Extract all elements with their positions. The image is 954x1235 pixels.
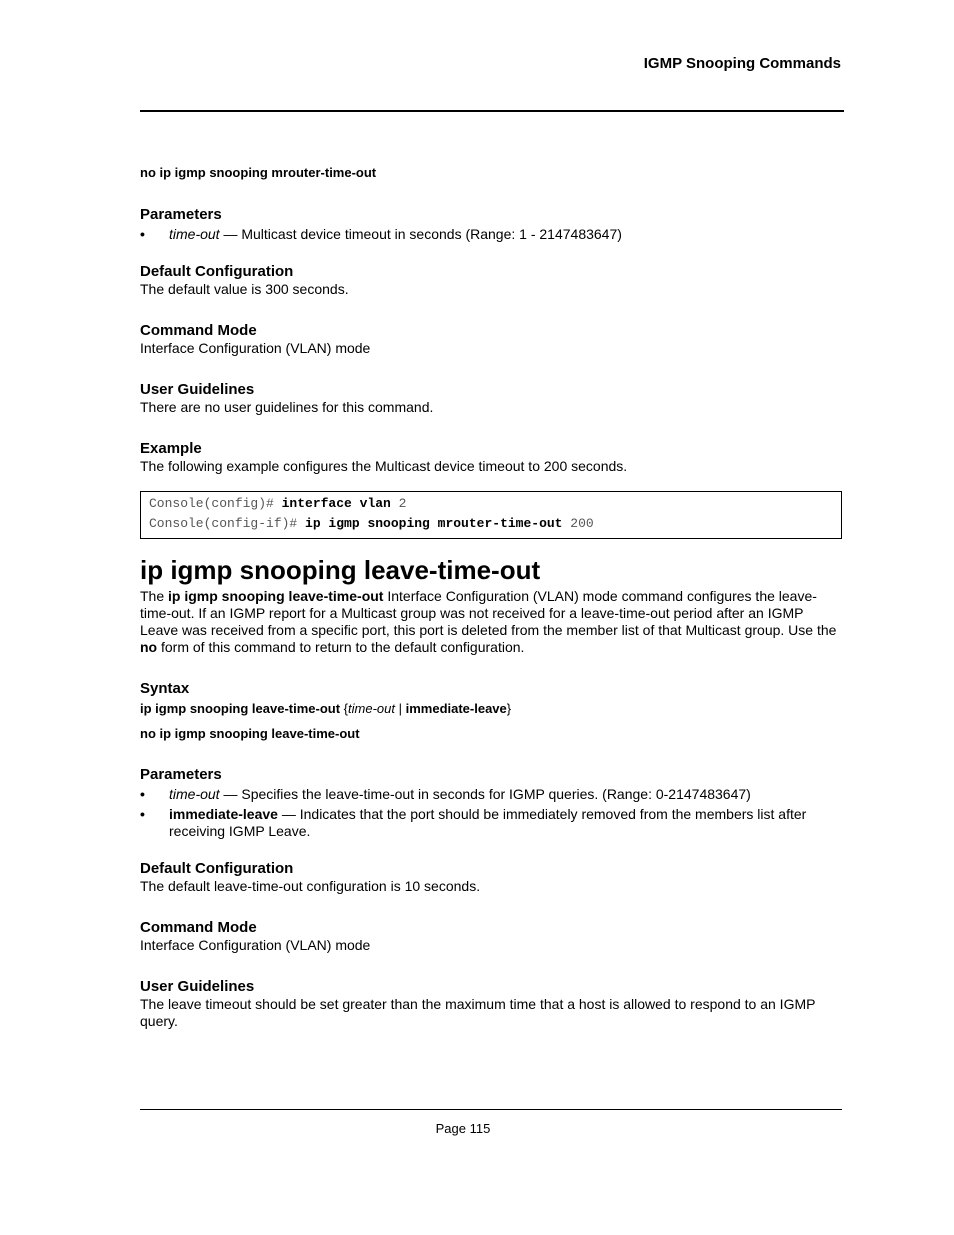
list-item: [140, 226, 842, 243]
default-heading: Default Configuration: [140, 263, 294, 280]
guidelines-heading: User Guidelines: [140, 978, 255, 995]
param-desc: — Indicates that the port should be immediately removed from the members list after receiving IGMP Leave.: [169, 806, 807, 839]
intro-no-keyword: no: [140, 639, 158, 655]
syntax-brace: }: [506, 701, 512, 716]
mode-text: Interface Configuration (VLAN) mode: [140, 937, 371, 953]
mode-heading: Command Mode: [140, 322, 257, 339]
guidelines-text: There are no user guidelines for this command.: [140, 399, 434, 415]
syntax-line: [140, 700, 842, 717]
list-item: [140, 786, 842, 803]
intro-text: Interface Configuration (VLAN) mode command configures the leave-time-out. If an IGMP report for a Multicast group was not received for a leave-time-out period after an IGMP Leave was received from a specific port, this port is deleted from the member list of that Multicast group. Use the: [140, 588, 837, 638]
param-name: time-out: [169, 786, 220, 802]
code-line: [149, 514, 833, 534]
param-name: immediate-leave: [169, 806, 278, 822]
page-content: [140, 164, 842, 1030]
param-desc: — Multicast device timeout in seconds (Range: 1 - 2147483647): [219, 226, 622, 242]
section-guidelines-prev: [140, 381, 842, 416]
footer-divider: [140, 1109, 842, 1110]
default-heading: Default Configuration: [140, 860, 294, 877]
example-text: The following example configures the Multicast device timeout to 200 seconds.: [140, 458, 628, 474]
code-command: interface vlan: [281, 496, 391, 511]
bullet-icon: •: [140, 806, 145, 822]
param-name: time-out: [169, 226, 220, 242]
parameter-list: [140, 226, 842, 243]
command-title: ip igmp snooping leave-time-out: [140, 555, 541, 585]
intro-command: ip igmp snooping leave-time-out: [168, 588, 384, 604]
section-guidelines: [140, 978, 842, 1030]
intro-text: The: [140, 588, 169, 604]
no-form-leave: no ip igmp snooping leave-time-out: [140, 726, 360, 741]
syntax-separator: |: [395, 701, 406, 716]
no-form-mrouter: no ip igmp snooping mrouter-time-out: [140, 165, 377, 180]
mode-text: Interface Configuration (VLAN) mode: [140, 340, 371, 356]
default-text: The default value is 300 seconds.: [140, 281, 349, 297]
section-parameters: [140, 766, 842, 840]
code-example: [140, 491, 842, 539]
command-intro: [140, 588, 842, 656]
list-item: [140, 806, 842, 840]
section-default-prev: [140, 263, 842, 298]
parameters-heading: Parameters: [140, 206, 222, 223]
guidelines-heading: User Guidelines: [140, 381, 255, 398]
parameters-heading: Parameters: [140, 766, 222, 783]
parameter-list: [140, 786, 842, 840]
section-syntax: [140, 680, 842, 742]
bullet-icon: •: [140, 786, 145, 802]
section-mode: [140, 919, 842, 954]
code-prompt: Console(config-if)#: [149, 516, 306, 531]
syntax-param: time-out: [348, 701, 395, 716]
guidelines-text: The leave timeout should be set greater than the maximum time that a host is allowed to respond to an IGMP query.: [140, 996, 816, 1029]
running-header: IGMP Snooping Commands: [643, 55, 841, 72]
section-example: [140, 440, 842, 539]
intro-text: form of this command to return to the default configuration.: [157, 639, 525, 655]
default-text: The default leave-time-out configuration is 10 seconds.: [140, 878, 481, 894]
mode-heading: Command Mode: [140, 919, 257, 936]
syntax-brace: {: [340, 701, 349, 716]
header-divider: [140, 110, 844, 112]
code-line: [149, 494, 833, 514]
syntax-param: immediate-leave: [405, 701, 507, 716]
code-prompt: Console(config)#: [149, 496, 282, 511]
page-number: Page 115: [435, 1121, 491, 1136]
section-default: [140, 860, 842, 895]
param-desc: — Specifies the leave-time-out in seconds for IGMP queries. (Range: 0-2147483647): [219, 786, 751, 802]
example-heading: Example: [140, 440, 202, 457]
section-parameters-prev: [140, 206, 842, 243]
section-mode-prev: [140, 322, 842, 357]
syntax-command: ip igmp snooping leave-time-out: [140, 701, 341, 716]
code-command: ip igmp snooping mrouter-time-out: [305, 516, 563, 531]
code-argument: 2: [390, 496, 407, 511]
syntax-heading: Syntax: [140, 680, 190, 697]
bullet-icon: •: [140, 226, 145, 242]
code-argument: 200: [562, 516, 594, 531]
